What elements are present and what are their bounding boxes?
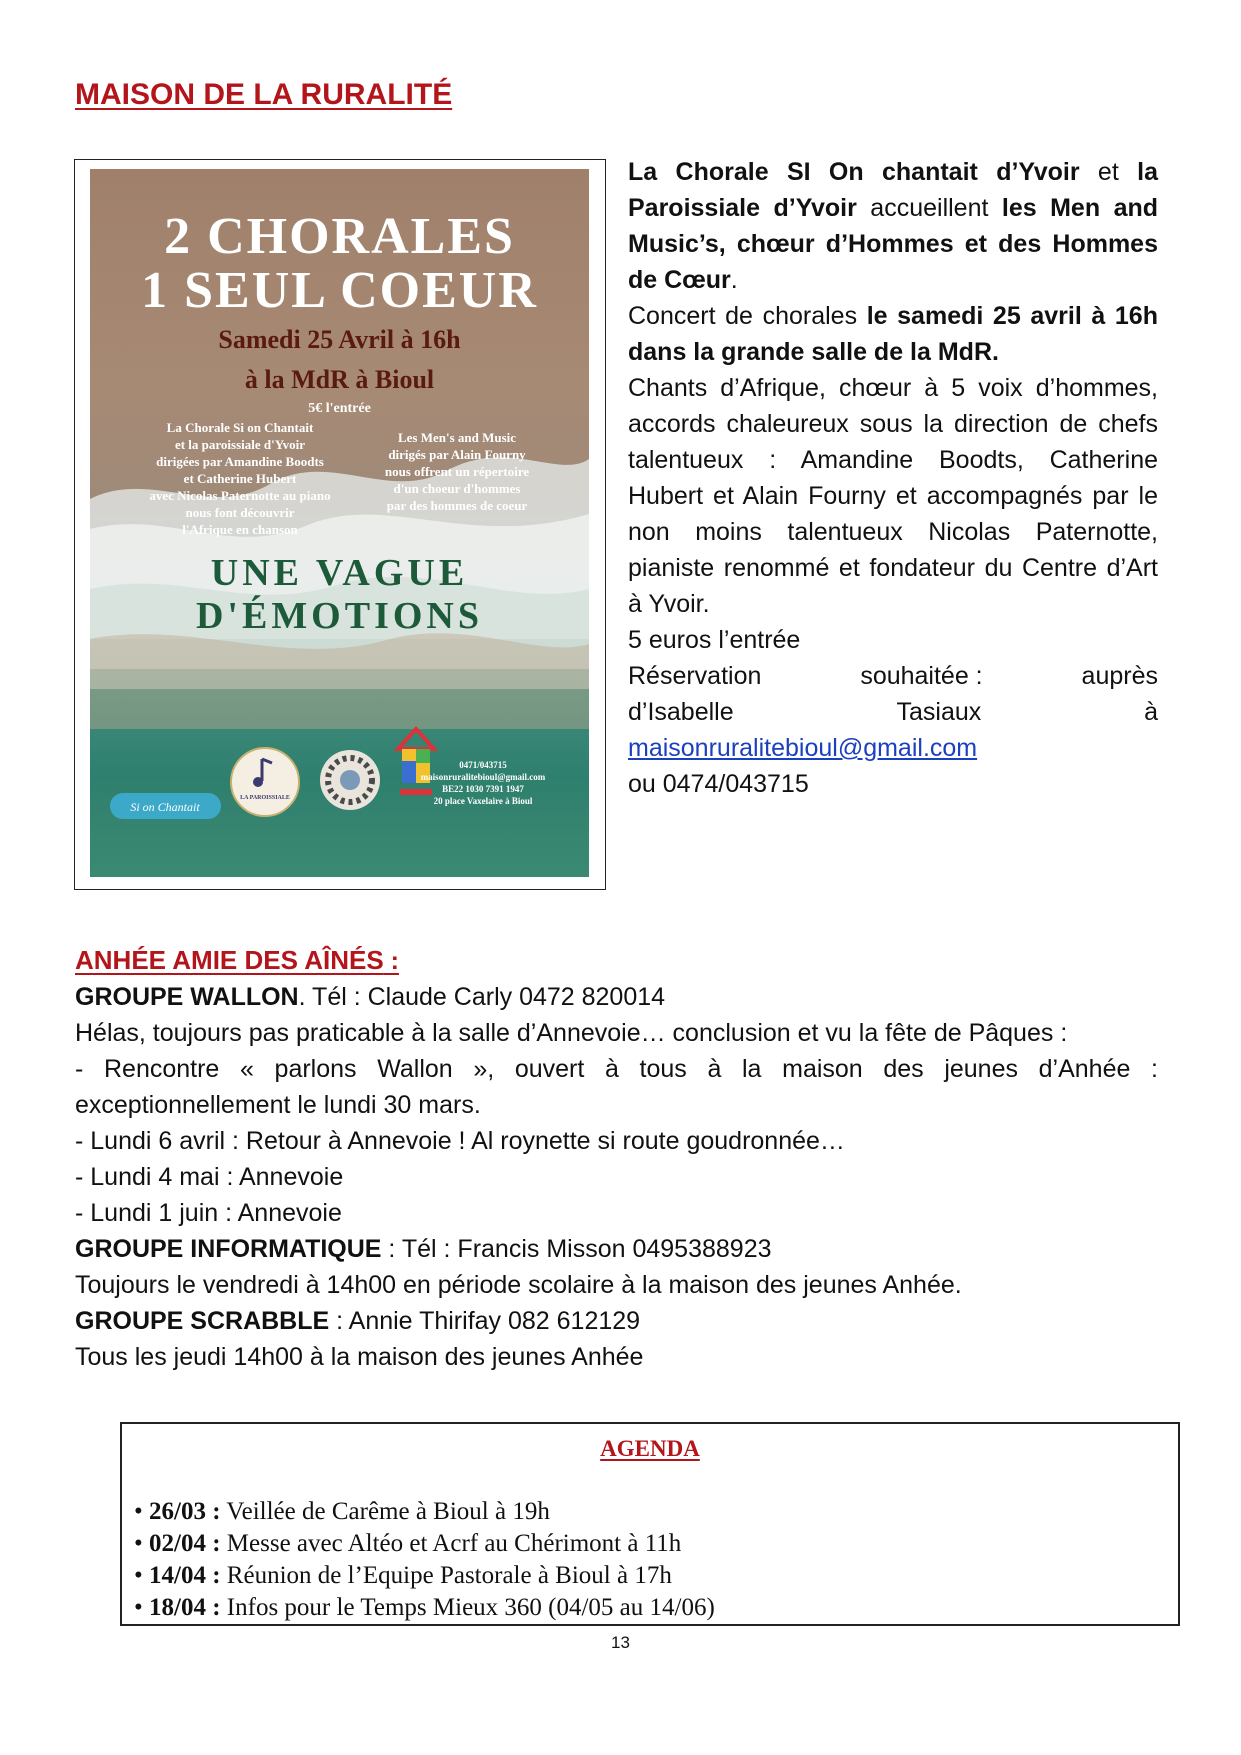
poster-subhead-2: D'ÉMOTIONS	[195, 595, 484, 637]
agenda-text: Messe avec Altéo et Acrf au Chérimont à 11h	[220, 1530, 682, 1557]
email-link[interactable]: maisonruralitebioul@gmail.com	[628, 734, 978, 762]
men-and-music-logo-icon	[302, 747, 398, 813]
paroissiale-music-note-icon	[232, 749, 298, 795]
poster-left-line: dirigées par Amandine Boodts	[156, 454, 324, 469]
reservation-line-1	[628, 658, 1158, 694]
poster-right-line: par des hommes de coeur	[386, 498, 528, 513]
poster-frame	[74, 159, 606, 890]
concert-poster-image	[90, 169, 589, 877]
groupe-informatique-line	[75, 1231, 1158, 1267]
poster-left-line: et Catherine Hubert	[183, 471, 297, 486]
groupe-wallon-contact: . Tél : Claude Carly 0472 820014	[298, 983, 666, 1011]
groupe-wallon-line	[75, 979, 1158, 1015]
poster-price: 5€ l'entrée	[308, 401, 371, 416]
scrabble-text: Tous les jeudi 14h00 à la maison des jeunes Anhée	[75, 1343, 644, 1371]
groupe-informatique-contact: : Tél : Francis Misson 0495388923	[381, 1235, 772, 1263]
page-number: 13	[611, 1633, 630, 1652]
poster-headline-1: 2 CHORALES	[164, 208, 515, 265]
poster-right-line: dirigés par Alain Fourny	[388, 447, 526, 462]
reservation-word: d’Isabelle	[628, 698, 734, 726]
reservation-line-2	[628, 694, 1158, 730]
anhee-amie-des-aines-section	[75, 942, 1158, 1375]
choir-logo-icon	[108, 789, 223, 823]
groupe-scrabble-line	[75, 1303, 1158, 1339]
paroissiale-logo-icon	[230, 747, 300, 817]
phone-line: ou 0474/043715	[628, 770, 809, 798]
paroissiale-logo-text: LA PAROISSIALE	[240, 795, 290, 801]
poster-right-line: Les Men's and Music	[397, 430, 517, 445]
poster-date: Samedi 25 Avril à 16h	[218, 325, 461, 354]
agenda-item	[134, 1528, 715, 1560]
groupe-scrabble-label: GROUPE SCRABBLE	[75, 1307, 330, 1335]
poster-contact-line: 20 place Vaxelaire à Bioul	[433, 796, 533, 806]
groupe-informatique-label: GROUPE INFORMATIQUE	[75, 1235, 382, 1263]
agenda-date: 18/04 :	[149, 1594, 221, 1621]
poster-contact-line: 0471/043715	[459, 760, 507, 770]
informatique-text: Toujours le vendredi à 14h00 en période scolaire à la maison des jeunes Anhée.	[75, 1271, 962, 1299]
wallon-item: - Rencontre « parlons Wallon », ouvert à tous à la maison des jeunes d’Anhée : exceptionnellement le lundi 30 mars.	[75, 1055, 1158, 1119]
reservation-word: souhaitée :	[860, 662, 983, 690]
event-intro	[628, 154, 1158, 298]
intro-connector: et	[1079, 158, 1138, 186]
intro-guests-name: les Men and Music’s, chœur d’Hommes et des Hommes de Cœur	[628, 194, 1159, 294]
poster-left-line: l'Afrique en chanson	[182, 522, 298, 537]
poster-contact-line: BE22 1030 7391 1947	[442, 784, 524, 794]
poster-left-line: et la paroissiale d'Yvoir	[174, 437, 306, 452]
agenda-list	[134, 1496, 715, 1624]
poster-left-line: avec Nicolas Paternotte au piano	[149, 488, 331, 503]
reservation-word: à	[1144, 698, 1158, 726]
intro-period: .	[730, 266, 738, 294]
wallon-item: - Lundi 4 mai : Annevoie	[75, 1163, 344, 1191]
event-details: Chants d’Afrique, chœur à 5 voix d’hommes, accords chaleureux sous la direction de chefs talentueux : Amandine Boodts, Catherine Hubert et Alain Fourny et accompagnés par le non moins talentueux Nicolas Paternotte, pianiste renommé et fondateur du Centre d’Art à Yvoir.	[628, 374, 1158, 618]
bullet: •	[134, 1498, 150, 1525]
section-title-maison-ruralite: MAISON DE LA RURALITÉ	[75, 78, 453, 111]
intro-paroissiale-name: la Paroissiale d’Yvoir	[628, 158, 1158, 222]
event-description	[628, 154, 1158, 802]
section2-heading	[75, 942, 1158, 979]
reservation-word: Réservation	[628, 662, 762, 690]
poster-subhead-1: UNE VAGUE	[210, 552, 469, 594]
agenda-date: 02/04 :	[149, 1530, 221, 1557]
poster-right-column	[352, 429, 562, 514]
poster-left-line: La Chorale Si on Chantait	[166, 420, 314, 435]
agenda-item	[134, 1496, 715, 1528]
agenda-date: 14/04 :	[149, 1562, 221, 1589]
concert-line	[628, 298, 1158, 370]
choir-logo-text: Si on Chantait	[130, 800, 200, 814]
section-title-anhee: ANHÉE AMIE DES AÎNÉS	[75, 945, 384, 975]
agenda-text: Veillée de Carême à Bioul à 19h	[220, 1498, 550, 1525]
reservation-word: Tasiaux	[896, 698, 982, 726]
agenda-date: 26/03 :	[149, 1498, 221, 1525]
poster-left-column	[120, 419, 360, 538]
intro-chorale-name: La Chorale SI On chantait d’Yvoir	[628, 158, 1080, 186]
reservation-word: auprès	[1081, 662, 1158, 690]
agenda-box	[120, 1422, 1180, 1626]
agenda-item	[134, 1560, 715, 1592]
agenda-text: Réunion de l’Equipe Pastorale à Bioul à 17h	[220, 1562, 672, 1589]
concert-date-place: le samedi 25 avril à 16h dans la grande salle de la MdR.	[628, 302, 1158, 366]
wallon-text: Hélas, toujours pas praticable à la salle d’Annevoie… conclusion et vu la fête de Pâques :	[75, 1019, 1068, 1047]
agenda-text: Infos pour le Temps Mieux 360 (04/05 au 14/06)	[220, 1594, 715, 1621]
poster-left-line: nous font découvrir	[185, 505, 295, 520]
wallon-item: - Lundi 1 juin : Annevoie	[75, 1199, 342, 1227]
poster-right-line: d'un choeur d'hommes	[393, 481, 521, 496]
bullet: •	[134, 1562, 150, 1589]
agenda-item	[134, 1592, 715, 1624]
wallon-item: - Lundi 6 avril : Retour à Annevoie ! Al roynette si route goudronnée…	[75, 1127, 845, 1155]
intro-verb: accueillent	[856, 194, 1002, 222]
groupe-scrabble-contact: : Annie Thirifay 082 612129	[329, 1307, 641, 1335]
poster-place: à la MdR à Bioul	[244, 365, 435, 394]
section-title-colon: :	[383, 947, 399, 975]
poster-right-line: nous offrent un répertoire	[384, 464, 530, 479]
poster-headline-2: 1 SEUL COEUR	[141, 262, 538, 319]
poster-contact-line: maisonruralitebioul@gmail.com	[420, 772, 546, 782]
bullet: •	[134, 1530, 150, 1557]
price-line: 5 euros l’entrée	[628, 626, 801, 654]
bullet: •	[134, 1594, 150, 1621]
concert-label: Concert de chorales	[628, 302, 867, 330]
poster-contact-block	[408, 759, 558, 807]
groupe-wallon-label: GROUPE WALLON	[75, 983, 299, 1011]
agenda-title: AGENDA	[600, 1436, 700, 1461]
